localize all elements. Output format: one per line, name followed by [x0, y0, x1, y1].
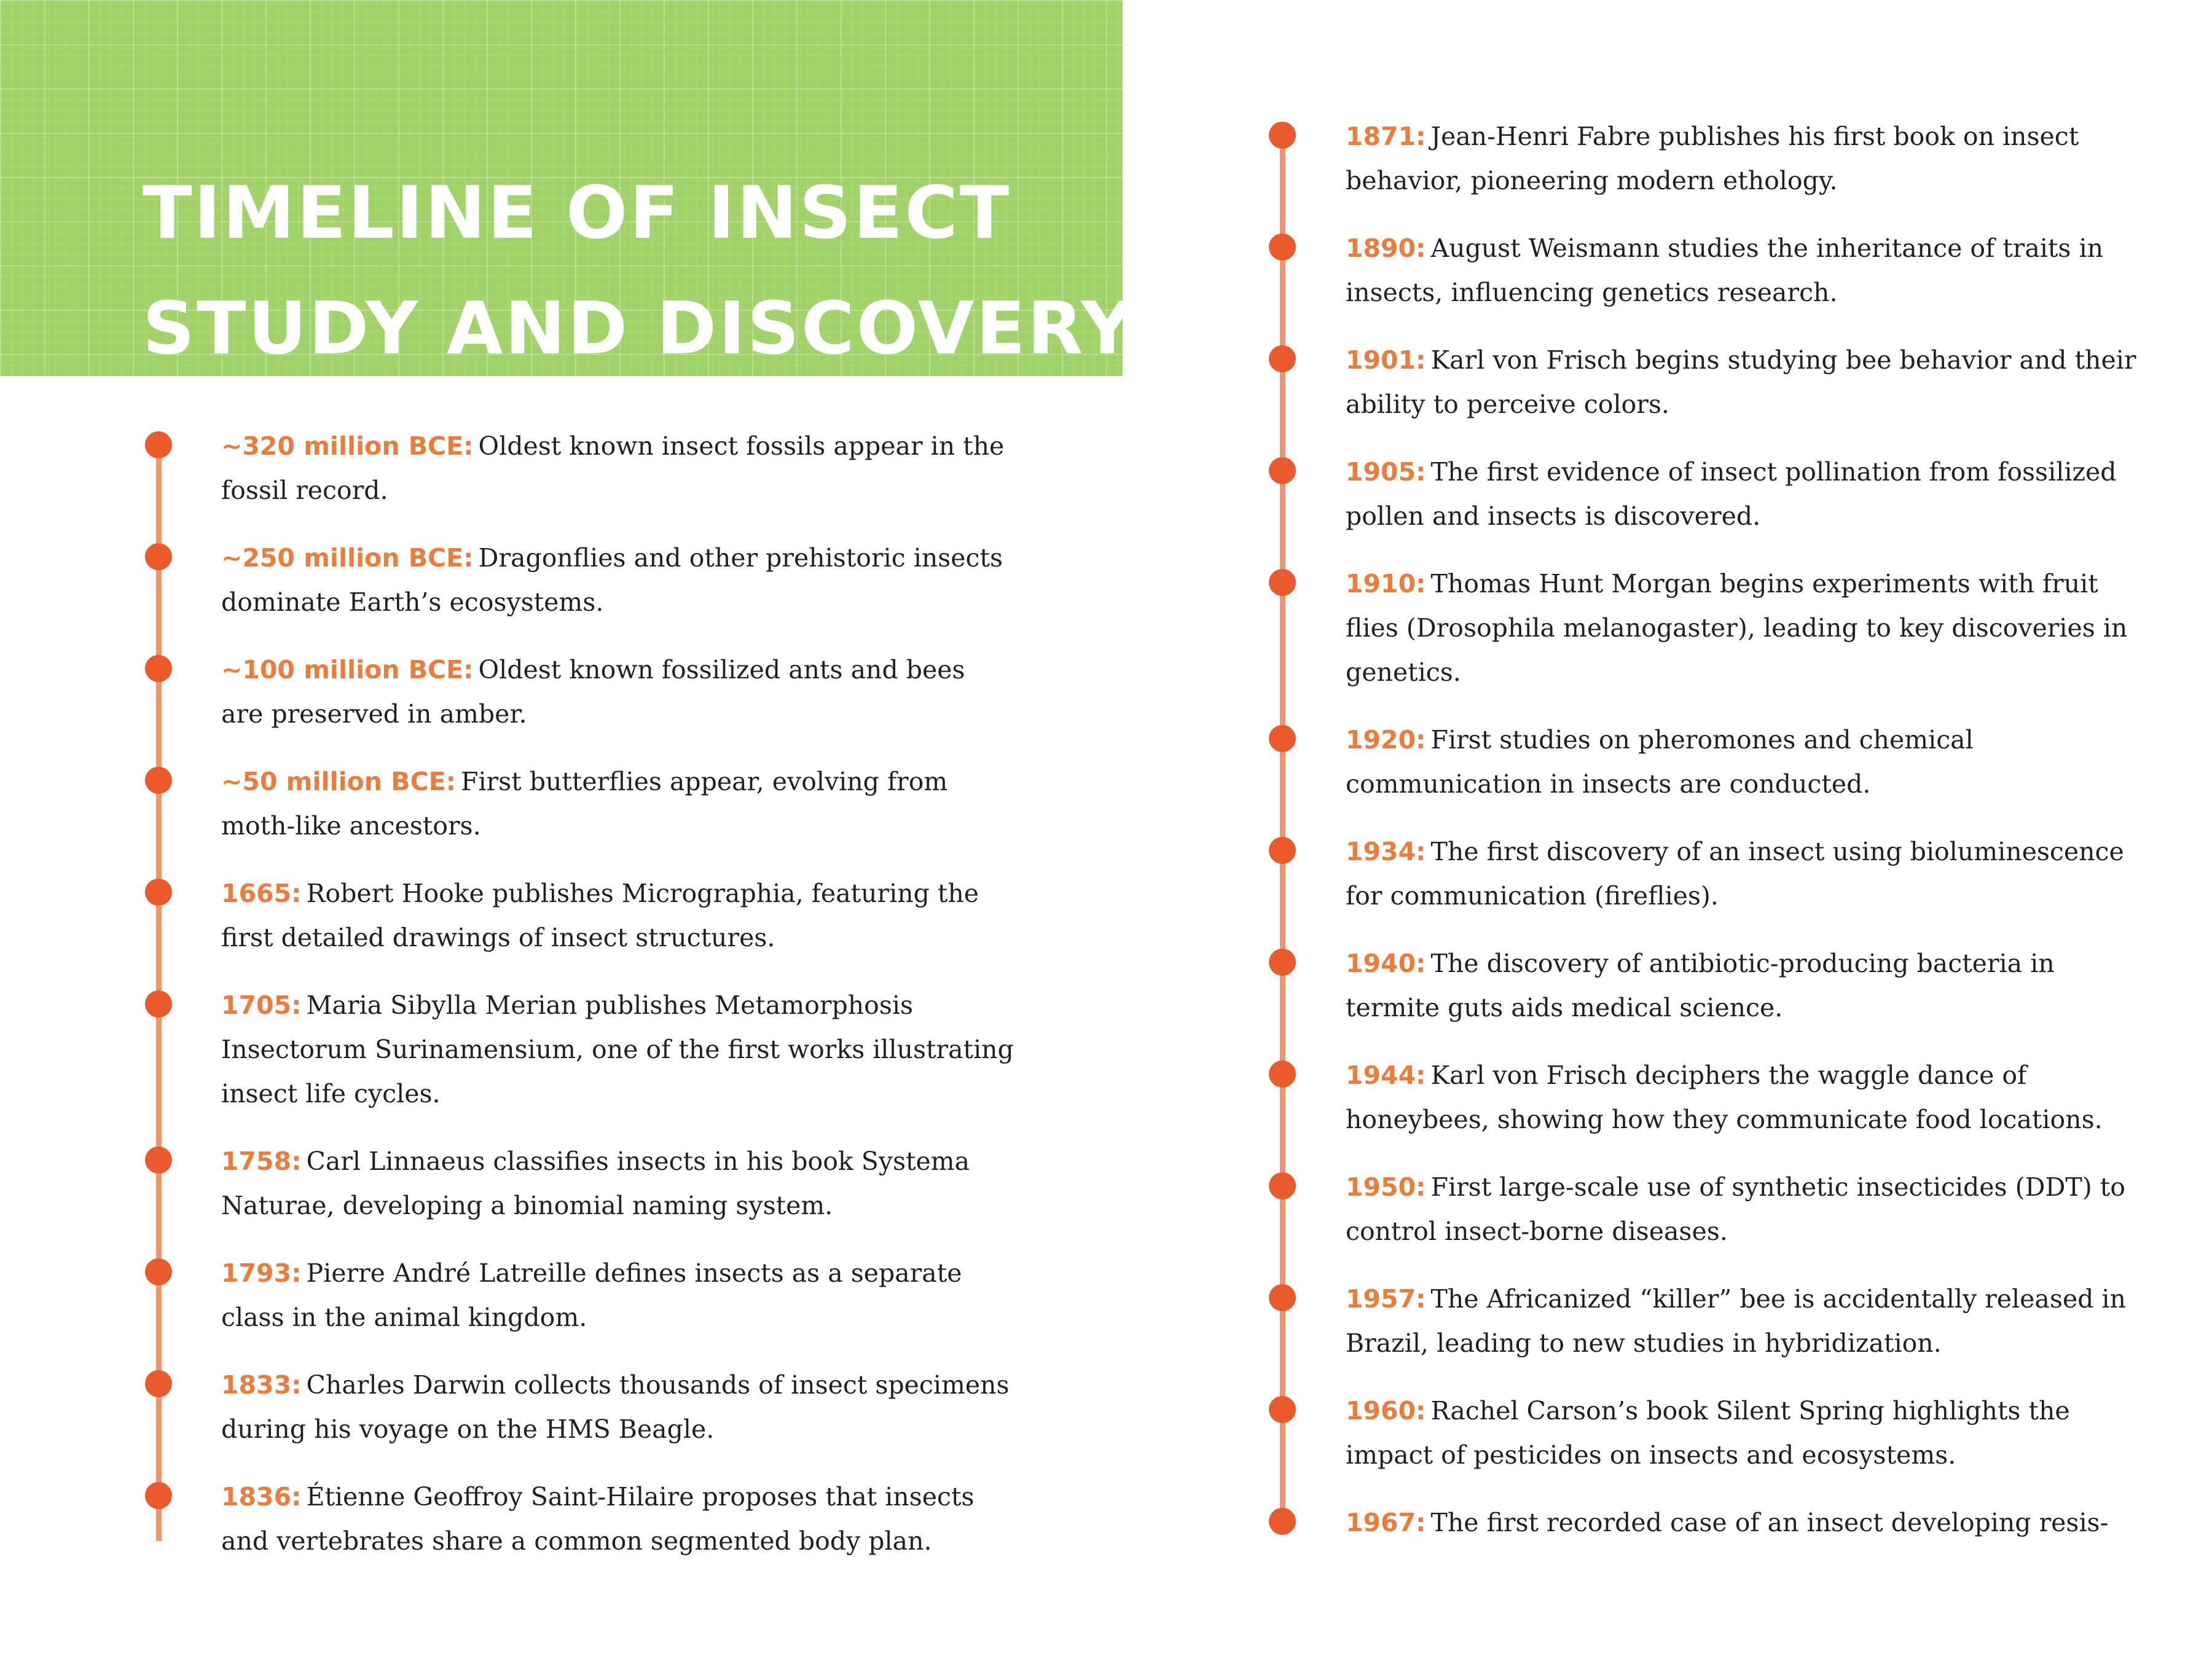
title-banner: [0, 0, 1135, 376]
timeline-description: Carl Linnaeus classifies insects in his book Systema Naturae, developing a binomial naming system.: [221, 1147, 970, 1220]
timeline-entry-text: [221, 871, 1014, 960]
timeline-entry: [221, 536, 1014, 624]
timeline-description: The discovery of antibiotic-producing bacteria in termite guts aids medical science.: [1346, 949, 2055, 1022]
timeline-description: The first discovery of an insect using bioluminescence for communication (fireflies).: [1346, 837, 2124, 911]
timeline-description: Pierre André Latreille defines insects as a separate class in the animal kingdom.: [221, 1258, 962, 1332]
timeline-dot: [1269, 569, 1296, 596]
timeline-description: Thomas Hunt Morgan begins experiments with fruit flies (Drosophila melanogaster), leading to key discoveries in genetics.: [1346, 569, 2128, 687]
timeline-entry-text: [1346, 226, 2138, 315]
timeline-description: First butterflies appear, evolving from moth-like ancestors.: [221, 767, 948, 841]
timeline-year: 1944:: [1346, 1061, 1426, 1090]
timeline-entry: [1346, 562, 2138, 694]
timeline-dot: [145, 431, 172, 458]
timeline-year: 1920:: [1346, 725, 1426, 755]
timeline-entry: [1346, 450, 2138, 538]
timeline-dot: [1269, 1061, 1296, 1088]
timeline-entry: [221, 1139, 1014, 1228]
timeline-entry: [221, 983, 1014, 1116]
timeline-description: The Africanized “killer” bee is accidentally released in Brazil, leading to new studies in hybridization.: [1346, 1284, 2126, 1358]
timeline-entry: [221, 424, 1014, 512]
timeline-description: Jean-Henri Fabre publishes his first book on insect behavior, pioneering modern ethology.: [1346, 122, 2079, 195]
timeline-entry: [1346, 941, 2138, 1030]
timeline-year: 1705:: [221, 990, 302, 1020]
timeline-entry: [1346, 114, 2138, 203]
timeline-description: Rachel Carson’s book Silent Spring highlights the impact of pesticides on insects and ecosystems.: [1346, 1396, 2070, 1470]
timeline-entry-text: [1346, 718, 2138, 806]
timeline-entry-text: [221, 759, 1014, 848]
timeline-entry: [221, 648, 1014, 736]
timeline-year: 1910:: [1346, 569, 1426, 598]
timeline-description: Dragonflies and other prehistoric insects dominate Earth’s ecosystems.: [221, 543, 1003, 617]
timeline-entry-text: [221, 1475, 1014, 1563]
timeline-dot: [1269, 949, 1296, 976]
timeline-entry: [221, 1251, 1014, 1339]
timeline-description: Karl von Frisch begins studying bee behavior and their ability to perceive colors.: [1346, 345, 2136, 419]
timeline-entry-text: [1346, 450, 2138, 538]
timeline-dot: [1269, 457, 1296, 484]
timeline-entry-text: [221, 424, 1014, 512]
timeline-entry-text: [221, 648, 1014, 736]
timeline-year: 1833:: [221, 1370, 302, 1400]
timeline-entry-text: [1346, 1053, 2138, 1142]
timeline-dot: [1269, 1396, 1296, 1423]
timeline-description: The first recorded case of an insect developing resis-: [1430, 1508, 2109, 1537]
timeline-description: First large-scale use of synthetic insecticides (DDT) to control insect-borne diseases.: [1346, 1172, 2125, 1246]
timeline-year: 1901:: [1346, 345, 1426, 375]
timeline-entry: [1346, 830, 2138, 918]
timeline-entry: [221, 759, 1014, 848]
timeline-entry-text: [221, 1251, 1014, 1339]
timeline-year: 1967:: [1346, 1508, 1426, 1537]
timeline-entry: [1346, 718, 2138, 806]
timeline-description: Oldest known fossilized ants and bees are preserved in amber.: [221, 655, 965, 729]
timeline-entry: [1346, 1165, 2138, 1253]
page-title-line-1: TIMELINE OF INSECT: [143, 170, 1011, 255]
timeline-year: 1665:: [221, 879, 302, 908]
timeline-entry-text: [1346, 1500, 2138, 1545]
timeline-entry: [221, 1363, 1014, 1451]
timeline-year: 1957:: [1346, 1284, 1426, 1314]
timeline-dot: [1269, 345, 1296, 372]
timeline-entry-text: [1346, 941, 2138, 1030]
timeline-dot: [145, 879, 172, 906]
timeline-year: 1934:: [1346, 837, 1426, 866]
timeline-dot: [145, 1258, 172, 1285]
timeline-dot: [1269, 122, 1296, 149]
timeline-description: First studies on pheromones and chemical communication in insects are conducted.: [1346, 725, 1974, 799]
timeline-description: Charles Darwin collects thousands of insect specimens during his voyage on the HMS Beagle.: [221, 1370, 1010, 1444]
timeline-year: 1871:: [1346, 122, 1426, 151]
timeline-entry-text: [1346, 830, 2138, 918]
timeline-entry-text: [1346, 114, 2138, 203]
timeline-description: Étienne Geoffroy Saint-Hilaire proposes that insects and vertebrates share a common segmented body plan.: [221, 1482, 975, 1556]
timeline-entry: [1346, 1389, 2138, 1477]
timeline-dot: [145, 1370, 172, 1397]
timeline-entry: [1346, 338, 2138, 426]
timeline-year: 1890:: [1346, 233, 1426, 263]
timeline-dot: [145, 655, 172, 682]
timeline-entry-text: [221, 1139, 1014, 1228]
timeline-year: 1836:: [221, 1482, 302, 1512]
timeline-year: ~50 million BCE:: [221, 767, 456, 796]
timeline-entry-text: [221, 983, 1014, 1116]
timeline-entry: [1346, 1277, 2138, 1365]
timeline-entry: [1346, 1500, 2138, 1545]
timeline-description: The first evidence of insect pollination from fossilized pollen and insects is discovered.: [1346, 457, 2117, 531]
timeline-entry-text: [1346, 1277, 2138, 1365]
timeline-entry: [221, 1475, 1014, 1563]
timeline-dot: [1269, 837, 1296, 864]
timeline-entry-text: [1346, 1165, 2138, 1253]
timeline-entry: [221, 871, 1014, 960]
timeline-year: 1793:: [221, 1258, 302, 1288]
timeline-dot: [1269, 725, 1296, 752]
timeline-description: Karl von Frisch deciphers the waggle dance of honeybees, showing how they communicate food locations.: [1346, 1061, 2103, 1134]
timeline-year: 1758:: [221, 1147, 302, 1176]
timeline-year: 1905:: [1346, 457, 1426, 487]
timeline-dot: [1269, 1172, 1296, 1199]
timeline-dot: [145, 1147, 172, 1174]
timeline-dot: [1269, 233, 1296, 261]
timeline-entry: [1346, 1053, 2138, 1142]
timeline-dot: [145, 543, 172, 570]
timeline-entry-text: [221, 536, 1014, 624]
timeline-dot: [1269, 1508, 1296, 1535]
timeline-entry-text: [1346, 338, 2138, 426]
timeline-dot: [145, 767, 172, 794]
timeline-dot: [1269, 1284, 1296, 1311]
page-title-line-2: STUDY AND DISCOVERY: [143, 286, 1135, 371]
timeline-entry-text: [1346, 1389, 2138, 1477]
timeline-year: 1950:: [1346, 1172, 1426, 1202]
timeline-description: Maria Sibylla Merian publishes Metamorphosis Insectorum Surinamensium, one of the first works illustrating insect life cycles.: [221, 990, 1014, 1108]
timeline-year: ~250 million BCE:: [221, 543, 474, 573]
timeline-entry-text: [221, 1363, 1014, 1451]
timeline-year: 1940:: [1346, 949, 1426, 978]
timeline-entry: [1346, 226, 2138, 315]
timeline-dot: [145, 1482, 172, 1509]
timeline-year: 1960:: [1346, 1396, 1426, 1426]
timeline-description: Robert Hooke publishes Micrographia, featuring the first detailed drawings of insect structures.: [221, 879, 979, 952]
timeline-dot: [145, 990, 172, 1018]
timeline-entry-text: [1346, 562, 2138, 694]
timeline-year: ~100 million BCE:: [221, 655, 474, 684]
page-title: [143, 155, 1135, 386]
timeline-description: Oldest known insect fossils appear in the fossil record.: [221, 431, 1005, 505]
timeline-year: ~320 million BCE:: [221, 431, 474, 461]
timeline-line: [1280, 134, 1285, 1520]
timeline-description: August Weismann studies the inheritance of traits in insects, influencing genetics research.: [1346, 233, 2103, 307]
